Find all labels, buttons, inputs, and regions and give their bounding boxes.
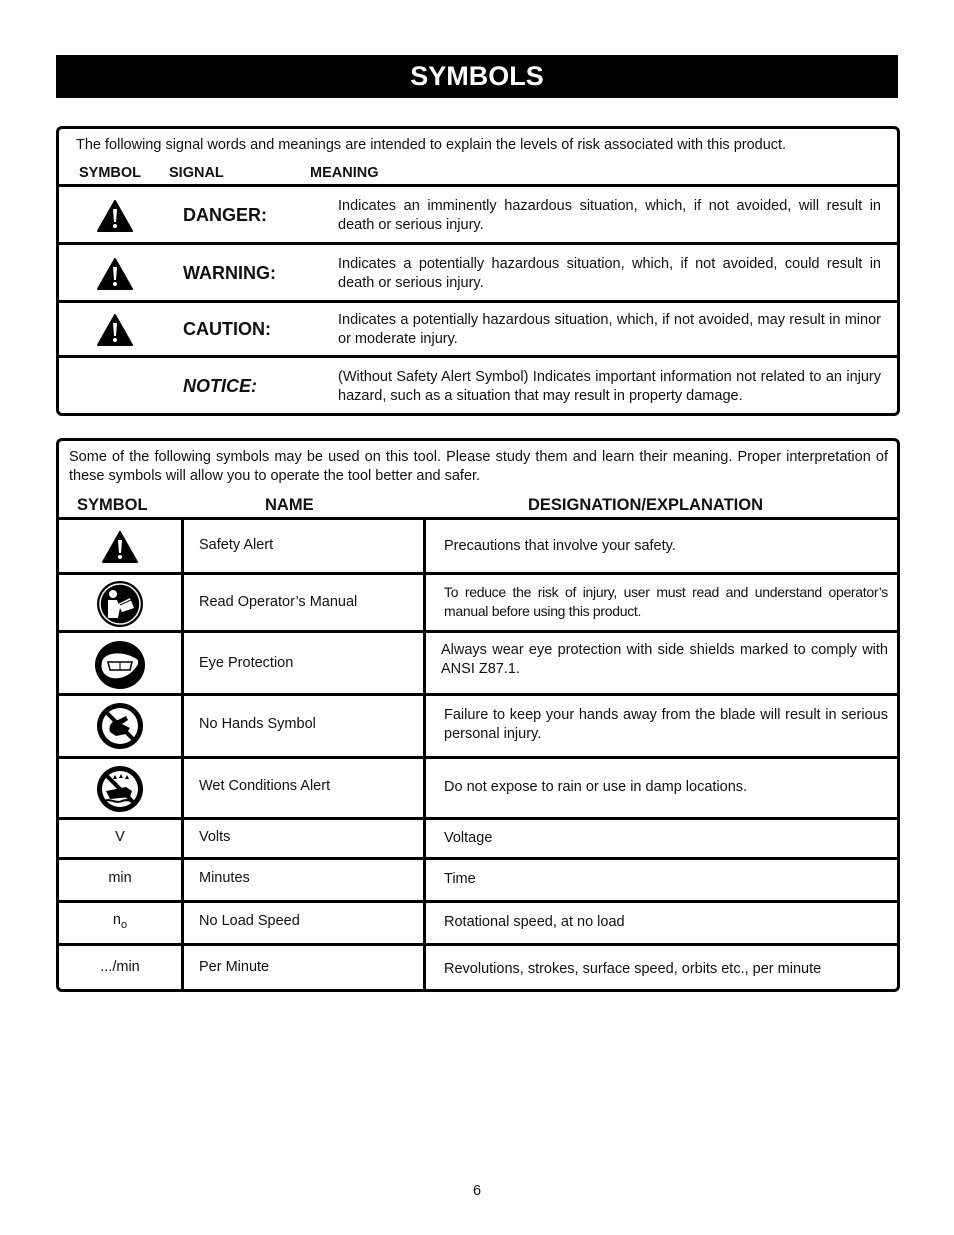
signal-meaning: Indicates a potentially hazardous situation, which, if not avoided, could result in death or serious injury.: [338, 256, 881, 291]
signal-row-notice: [59, 355, 897, 413]
table-row: [59, 693, 897, 756]
header-symbol: SYMBOL: [79, 165, 142, 181]
signal-label: WARNING:: [183, 263, 276, 283]
symbol-explanation: Precautions that involve your safety.: [444, 538, 676, 554]
no-hands-icon: [59, 702, 181, 754]
symbol-name: Wet Conditions Alert: [199, 778, 331, 794]
safety-alert-triangle-icon: [97, 258, 133, 295]
symbols-intro: Some of the following symbols may be used on this tool. Please study them and learn their meaning. Proper interpretation of these symbols will allow you to operate the tool better and safer.: [69, 449, 888, 484]
eye-protection-icon: [59, 640, 181, 694]
table-row: [59, 817, 897, 857]
symbol-explanation: Do not expose to rain or use in damp locations.: [444, 779, 748, 795]
symbol-glyph-subscript: o: [120, 918, 128, 931]
table-row: [59, 756, 897, 817]
table-row: [59, 943, 897, 989]
table-row: [59, 517, 897, 572]
safety-alert-triangle-icon: [97, 314, 133, 351]
wet-conditions-icon: [59, 765, 181, 817]
header-signal: SIGNAL: [169, 165, 224, 181]
signal-row-caution: [59, 300, 897, 355]
symbol-glyph-main: n: [112, 912, 121, 928]
symbol-name: Eye Protection: [199, 655, 294, 671]
header-symbol: SYMBOL: [77, 496, 148, 514]
table-row: [59, 572, 897, 630]
signal-meaning: Indicates a potentially hazardous situation, which, if not avoided, may result in minor or moderate injury.: [338, 312, 881, 347]
symbols-box: [56, 438, 900, 992]
symbol-glyph: min: [108, 870, 132, 886]
signal-label: CAUTION:: [183, 319, 271, 339]
signal-intro: The following signal words and meanings are intended to explain the levels of risk associated with this product.: [76, 137, 787, 153]
symbol-explanation: Revolutions, strokes, surface speed, orbits etc., per minute: [444, 961, 822, 977]
symbol-glyph: .../min: [100, 959, 140, 975]
symbol-name: Minutes: [199, 870, 250, 886]
table-row: [59, 857, 897, 900]
symbol-name: Volts: [199, 829, 231, 845]
signal-row-danger: [59, 184, 897, 242]
symbol-explanation: Failure to keep your hands away from the blade will result in serious personal injury.: [444, 707, 888, 742]
safety-alert-triangle-icon: [59, 531, 181, 567]
signal-words-box: [56, 126, 900, 416]
symbol-explanation: Voltage: [444, 830, 493, 846]
header-name: NAME: [265, 496, 314, 514]
safety-alert-triangle-icon: [97, 200, 133, 237]
symbol-glyph: [59, 912, 181, 931]
symbol-name: No Hands Symbol: [199, 716, 316, 732]
symbol-name: Per Minute: [199, 959, 270, 975]
signal-row-warning: [59, 242, 897, 300]
symbol-name: No Load Speed: [199, 913, 300, 929]
signal-label: NOTICE:: [183, 376, 257, 396]
page-title: SYMBOLS: [56, 55, 898, 98]
header-meaning: MEANING: [310, 165, 379, 181]
table-row: [59, 900, 897, 943]
signal-meaning: (Without Safety Alert Symbol) Indicates important information not related to an injury hazard, such as a situation that may result in property damage.: [338, 369, 881, 404]
symbol-explanation: To reduce the risk of injury, user must read and understand operator’s manual before using this product.: [444, 584, 888, 619]
symbol-name: Read Operator’s Manual: [199, 594, 358, 610]
symbol-glyph: V: [115, 829, 125, 845]
table-row: [59, 630, 897, 693]
read-manual-icon: [59, 580, 181, 632]
symbol-explanation: Always wear eye protection with side shields marked to comply with ANSI Z87.1.: [441, 642, 888, 677]
signal-label: DANGER:: [183, 205, 267, 225]
symbol-explanation: Time: [444, 871, 476, 887]
symbol-name: Safety Alert: [199, 537, 274, 553]
symbol-explanation: Rotational speed, at no load: [444, 914, 625, 930]
header-explanation: DESIGNATION/EXPLANATION: [528, 496, 763, 514]
page-number: 6: [472, 1183, 482, 1199]
signal-meaning: Indicates an imminently hazardous situation, which, if not avoided, will result in death or serious injury.: [338, 198, 881, 233]
